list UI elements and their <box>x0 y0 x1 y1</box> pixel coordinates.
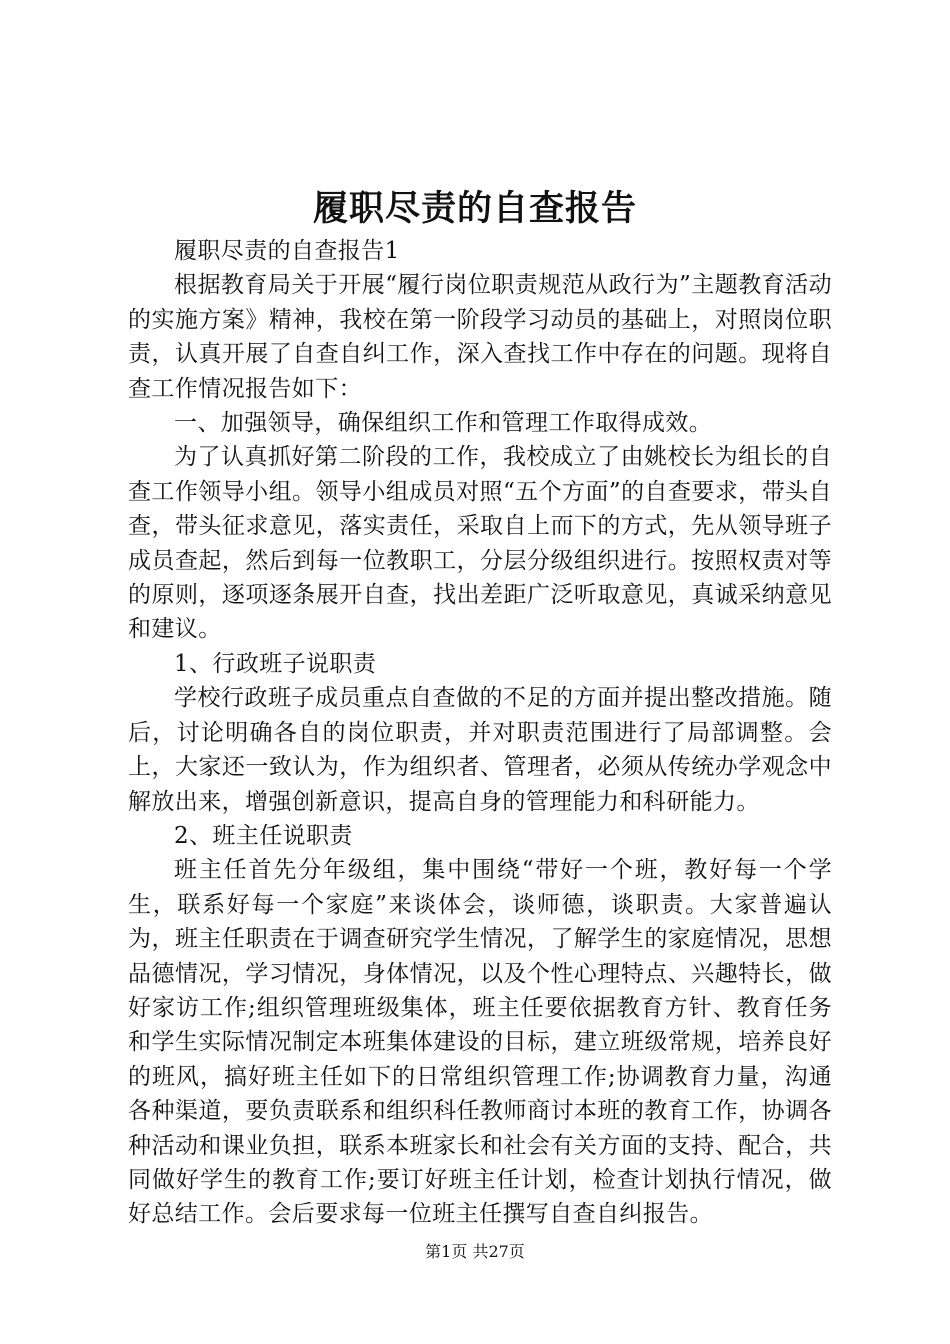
paragraph-intro: 根据教育局关于开展“履行岗位职责规范从政行为”主题教育活动的实施方案》精神，我校在第一阶段学习动员的基础上，对照岗位职责，认真开展了自查自纠工作，深入查找工作中存在的问题。现将自查工作情况报告如下： <box>128 272 832 402</box>
paragraph-class-teachers: 班主任首先分年级组，集中围绕“带好一个班，教好每一个学生，联系好每一个家庭”来谈体会，谈师德，谈职责。大家普遍认为，班主任职责在于调查研究学生情况，了解学生的家庭情况，思想品德情况，学习情况，身体情况，以及个性心理特点、兴趣特长，做好家访工作;组织管理班级集体，班主任要依据教育方针、教育任务和学生实际情况制定本班集体建设的目标，建立班级常规，培养良好的班风，搞好班主任如下的日常组织管理工作;协调教育力量，沟通各种渠道，要负责联系和组织科任教师商讨本班的教育工作，协调各种活动和课业负担，联系本班家长和社会有关方面的支持、配合，共同做好学生的教育工作;要订好班主任计划，检查计划执行情况，做好总结工作。会后要求每一位班主任撰写自查自纠报告。 <box>128 857 832 1228</box>
section-heading-1: 一、加强领导，确保组织工作和管理工作取得成效。 <box>174 410 713 437</box>
subsection-heading-2: 2、班主任说职责 <box>174 822 353 849</box>
paragraph-report-heading: 履职尽责的自查报告1 <box>174 238 400 264</box>
paragraph-leadership: 为了认真抓好第二阶段的工作，我校成立了由姚校长为组长的自查工作领导小组。领导小组成员对照“五个方面”的自查要求，带头自查，带头征求意见，落实责任，采取自上而下的方式，先从领导班子成员查起，然后到每一位教职工，分层分级组织进行。按照权责对等的原则，逐项逐条展开自查，找出差距广泛听取意见，真诚采纳意见和建议。 <box>128 444 832 643</box>
paragraph-admin-team: 学校行政班子成员重点自查做的不足的方面并提出整改措施。随后，讨论明确各自的岗位职责，并对职责范围进行了局部调整。会上，大家还一致认为，作为组织者、管理者，必须从传统办学观念中解放出来，增强创新意识，提高自身的管理能力和科研能力。 <box>128 685 832 815</box>
document-body <box>128 234 832 1232</box>
page-number-footer: 第1页 共27页 <box>425 1242 525 1261</box>
subsection-heading-1: 1、行政班子说职责 <box>174 650 377 677</box>
document-title: 履职尽责的自查报告 <box>312 188 637 229</box>
